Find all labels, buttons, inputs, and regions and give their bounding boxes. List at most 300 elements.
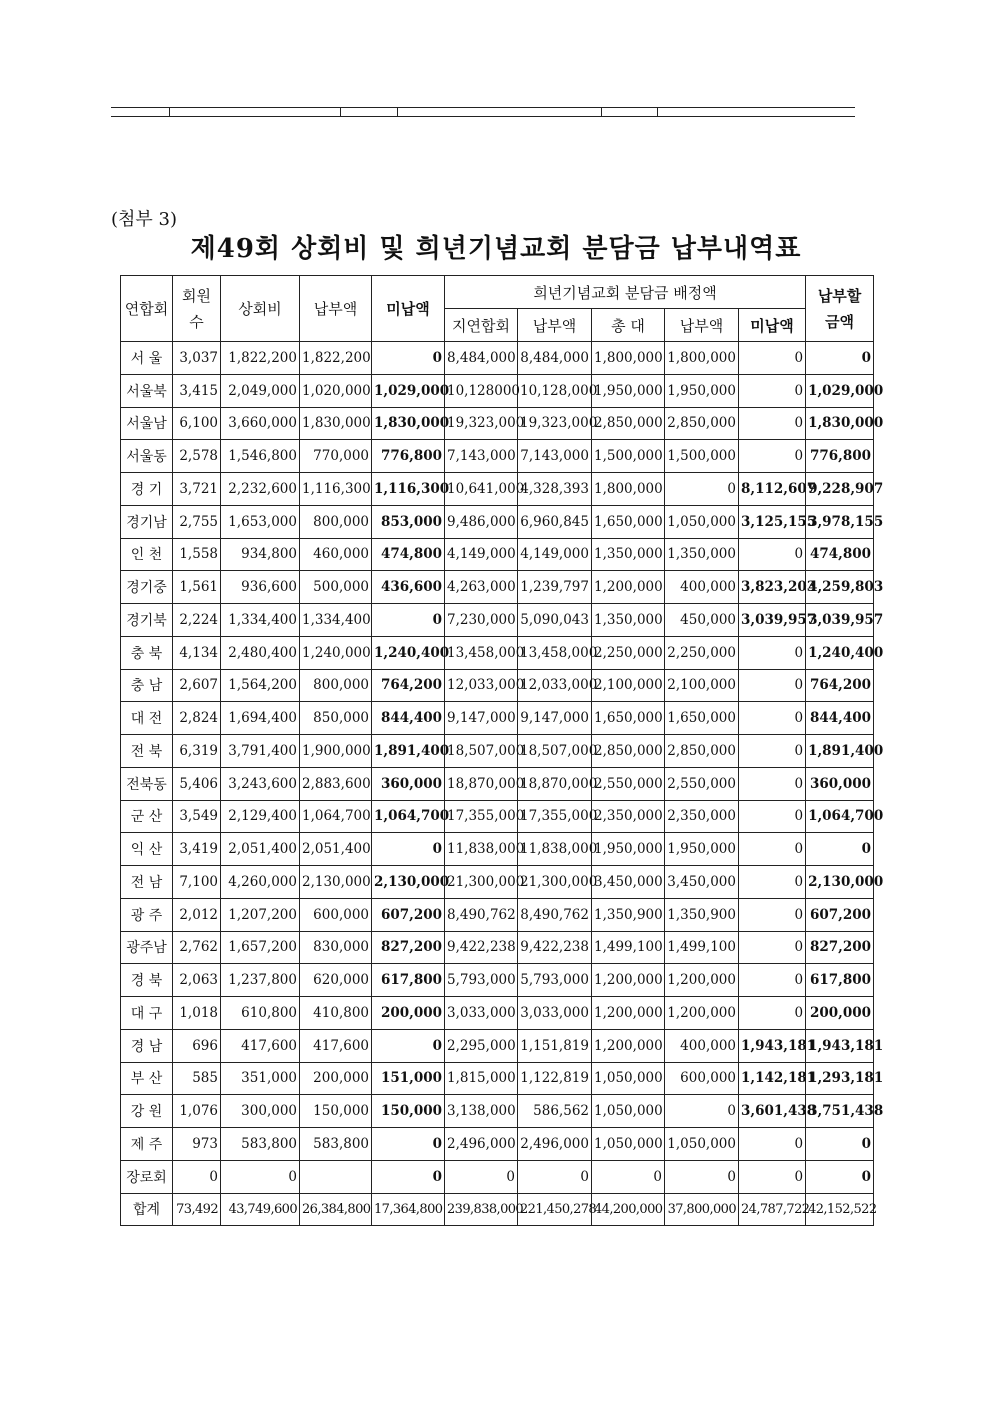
cell-total-due: 3,039,957 [806, 604, 874, 637]
cell-union-name: 충 북 [121, 636, 173, 669]
cell-regional-paid: 19,323,000 [518, 407, 592, 440]
cell-members: 585 [173, 1062, 221, 1095]
cell-regional: 2,496,000 [445, 1128, 518, 1161]
cell-union-name: 경기중 [121, 571, 173, 604]
ledger-body [121, 342, 884, 1226]
cell-general-paid: 2,250,000 [665, 636, 739, 669]
cell-general-paid: 0 [665, 473, 739, 506]
cell-regional: 0 [445, 1160, 518, 1193]
cell-dues: 1,822,200 [221, 342, 300, 375]
cell-union-name: 제 주 [121, 1128, 173, 1161]
table-row [121, 702, 874, 735]
cell-regional-paid: 9,422,238 [518, 931, 592, 964]
cell-general-paid: 1,650,000 [665, 702, 739, 735]
cell-general-paid: 600,000 [665, 1062, 739, 1095]
cell-regional-paid: 9,147,000 [518, 702, 592, 735]
cell-general: 2,550,000 [592, 767, 665, 800]
cell-dues: 934,800 [221, 538, 300, 571]
cell-regional-paid: 21,300,000 [518, 866, 592, 899]
cell-dues-paid: 460,000 [300, 538, 372, 571]
cell-regional: 10,128000 [445, 374, 518, 407]
table-row [121, 1062, 874, 1095]
cell-dues-paid: 1,240,000 [300, 636, 372, 669]
cell-dues-paid: 410,800 [300, 997, 372, 1030]
cell-union-name: 경 북 [121, 964, 173, 997]
cell-dues: 1,237,800 [221, 964, 300, 997]
cell-general-paid: 1,800,000 [665, 342, 739, 375]
cell-union-name: 경기북 [121, 604, 173, 637]
table-row [121, 735, 874, 768]
cell-jubilee-unpaid: 0 [739, 997, 806, 1030]
cell-union-name: 광주남 [121, 931, 173, 964]
payment-ledger-table [120, 275, 884, 1226]
cell-dues: 2,051,400 [221, 833, 300, 866]
cell-dues: 417,600 [221, 1029, 300, 1062]
table-row [121, 833, 874, 866]
cell-general: 3,450,000 [592, 866, 665, 899]
cell-union-name: 경 기 [121, 473, 173, 506]
cell-dues-paid: 26,384,800 [300, 1193, 372, 1226]
cell-union-name: 광 주 [121, 898, 173, 931]
cell-regional: 18,870,000 [445, 767, 518, 800]
cell-dues-unpaid: 1,029,000 [372, 374, 445, 407]
cell-dues-paid: 2,051,400 [300, 833, 372, 866]
cell-regional-paid: 221,450,278 [518, 1193, 592, 1226]
cell-general: 2,250,000 [592, 636, 665, 669]
cell-members: 3,037 [173, 342, 221, 375]
cell-dues: 1,546,800 [221, 440, 300, 473]
cell-regional: 19,323,000 [445, 407, 518, 440]
cell-regional: 3,138,000 [445, 1095, 518, 1128]
cell-general: 1,050,000 [592, 1095, 665, 1128]
cell-members: 3,419 [173, 833, 221, 866]
cell-dues: 1,694,400 [221, 702, 300, 735]
cell-general: 1,350,900 [592, 898, 665, 931]
table-row [121, 669, 874, 702]
cell-dues-unpaid: 474,800 [372, 538, 445, 571]
cell-regional-paid: 0 [518, 1160, 592, 1193]
cell-dues: 3,791,400 [221, 735, 300, 768]
cell-general-paid: 1,350,000 [665, 538, 739, 571]
cell-dues: 1,564,200 [221, 669, 300, 702]
cell-regional-paid: 17,355,000 [518, 800, 592, 833]
cell-members: 2,762 [173, 931, 221, 964]
cell-general: 1,950,000 [592, 833, 665, 866]
cell-general-paid: 2,100,000 [665, 669, 739, 702]
cell-union-name: 서울남 [121, 407, 173, 440]
table-row [121, 1128, 874, 1161]
cell-general: 1,800,000 [592, 473, 665, 506]
cell-members: 3,721 [173, 473, 221, 506]
cell-jubilee-unpaid: 0 [739, 833, 806, 866]
cell-union-name: 대 구 [121, 997, 173, 1030]
cell-dues: 2,129,400 [221, 800, 300, 833]
cell-dues-unpaid: 1,891,400 [372, 735, 445, 768]
cell-general: 1,200,000 [592, 997, 665, 1030]
cell-regional: 7,230,000 [445, 604, 518, 637]
header-members: 회원수 [173, 276, 221, 342]
cell-union-name: 강 원 [121, 1095, 173, 1128]
cell-members: 3,549 [173, 800, 221, 833]
table-row [121, 473, 874, 506]
cell-dues-unpaid: 0 [372, 1160, 445, 1193]
cell-regional-paid: 586,562 [518, 1095, 592, 1128]
cell-general: 1,499,100 [592, 931, 665, 964]
cell-regional-paid: 10,128,000 [518, 374, 592, 407]
cell-general: 1,050,000 [592, 1128, 665, 1161]
cell-general-paid: 3,450,000 [665, 866, 739, 899]
cell-dues-unpaid: 17,364,800 [372, 1193, 445, 1226]
cell-dues-paid: 1,334,400 [300, 604, 372, 637]
cell-jubilee-unpaid: 0 [739, 800, 806, 833]
cell-regional-paid: 6,960,845 [518, 505, 592, 538]
cell-dues-paid: 150,000 [300, 1095, 372, 1128]
cell-regional: 1,815,000 [445, 1062, 518, 1095]
cell-dues-unpaid: 0 [372, 833, 445, 866]
cell-members: 5,406 [173, 767, 221, 800]
cell-dues-paid: 583,800 [300, 1128, 372, 1161]
table-row [121, 964, 874, 997]
cell-union-name: 충 남 [121, 669, 173, 702]
previous-table-fragment [111, 107, 855, 117]
total-row [121, 1193, 874, 1226]
cell-regional-paid: 18,870,000 [518, 767, 592, 800]
cell-total-due: 1,240,400 [806, 636, 874, 669]
header-regional: 지연합회 [445, 309, 518, 342]
cell-jubilee-unpaid: 3,823,203 [739, 571, 806, 604]
cell-jubilee-unpaid: 0 [739, 702, 806, 735]
cell-general: 1,350,000 [592, 538, 665, 571]
cell-total-due: 4,259,803 [806, 571, 874, 604]
cell-regional: 11,838,000 [445, 833, 518, 866]
cell-regional-paid: 4,328,393 [518, 473, 592, 506]
cell-total-due: 776,800 [806, 440, 874, 473]
cell-union-name: 군 산 [121, 800, 173, 833]
cell-dues-unpaid: 853,000 [372, 505, 445, 538]
cell-general-paid: 1,950,000 [665, 833, 739, 866]
cell-general: 1,350,000 [592, 604, 665, 637]
cell-union-name: 합계 [121, 1193, 173, 1226]
cell-members: 2,755 [173, 505, 221, 538]
header-general-paid: 납부액 [665, 309, 739, 342]
cell-regional: 4,149,000 [445, 538, 518, 571]
cell-dues-paid: 800,000 [300, 505, 372, 538]
cell-total-due: 1,293,181 [806, 1062, 874, 1095]
cell-general-paid: 400,000 [665, 571, 739, 604]
cell-jubilee-unpaid: 8,112,607 [739, 473, 806, 506]
cell-total-due: 764,200 [806, 669, 874, 702]
header-dues-unpaid: 미납액 [372, 276, 445, 342]
cell-regional-paid: 18,507,000 [518, 735, 592, 768]
cell-union-name: 경기남 [121, 505, 173, 538]
cell-dues-unpaid: 776,800 [372, 440, 445, 473]
cell-members: 1,558 [173, 538, 221, 571]
cell-jubilee-unpaid: 0 [739, 931, 806, 964]
header-jubilee-group: 희년기념교회 분담금 배정액 [445, 276, 806, 309]
cell-dues: 1,207,200 [221, 898, 300, 931]
cell-regional: 3,033,000 [445, 997, 518, 1030]
cell-dues-paid: 417,600 [300, 1029, 372, 1062]
cell-total-due: 0 [806, 1128, 874, 1161]
table-row [121, 538, 874, 571]
cell-dues: 4,260,000 [221, 866, 300, 899]
cell-regional: 8,484,000 [445, 342, 518, 375]
cell-union-name: 전 남 [121, 866, 173, 899]
cell-dues-paid: 1,822,200 [300, 342, 372, 375]
cell-general-paid: 1,350,900 [665, 898, 739, 931]
cell-dues-paid: 2,130,000 [300, 866, 372, 899]
cell-jubilee-unpaid: 0 [739, 407, 806, 440]
cell-union-name: 경 남 [121, 1029, 173, 1062]
cell-general: 1,650,000 [592, 702, 665, 735]
cell-general: 1,200,000 [592, 1029, 665, 1062]
cell-dues-paid: 1,116,300 [300, 473, 372, 506]
cell-dues-unpaid: 1,240,400 [372, 636, 445, 669]
cell-total-due: 0 [806, 833, 874, 866]
cell-regional: 21,300,000 [445, 866, 518, 899]
cell-dues-unpaid: 0 [372, 604, 445, 637]
cell-jubilee-unpaid: 24,787,722 [739, 1193, 806, 1226]
cell-total-due: 1,830,000 [806, 407, 874, 440]
cell-union-name: 서 울 [121, 342, 173, 375]
cell-union-name: 익 산 [121, 833, 173, 866]
cell-general: 2,350,000 [592, 800, 665, 833]
cell-dues: 1,334,400 [221, 604, 300, 637]
cell-dues-paid: 620,000 [300, 964, 372, 997]
cell-dues: 2,049,000 [221, 374, 300, 407]
cell-general: 1,500,000 [592, 440, 665, 473]
cell-dues: 3,243,600 [221, 767, 300, 800]
cell-total-due: 42,152,522 [806, 1193, 874, 1226]
cell-general-paid: 1,050,000 [665, 1128, 739, 1161]
cell-total-due: 360,000 [806, 767, 874, 800]
cell-regional: 17,355,000 [445, 800, 518, 833]
cell-members: 2,578 [173, 440, 221, 473]
cell-total-due: 2,130,000 [806, 866, 874, 899]
table-row [121, 571, 874, 604]
cell-dues-unpaid: 0 [372, 1029, 445, 1062]
cell-dues-paid: 830,000 [300, 931, 372, 964]
cell-union-name: 장로회 [121, 1160, 173, 1193]
cell-members: 2,063 [173, 964, 221, 997]
cell-dues-paid: 800,000 [300, 669, 372, 702]
cell-general: 1,200,000 [592, 964, 665, 997]
cell-regional-paid: 8,484,000 [518, 342, 592, 375]
header-jubilee-unpaid: 미납액 [739, 309, 806, 342]
cell-dues-unpaid: 1,064,700 [372, 800, 445, 833]
cell-regional-paid: 13,458,000 [518, 636, 592, 669]
cell-total-due: 1,891,400 [806, 735, 874, 768]
cell-general: 2,100,000 [592, 669, 665, 702]
cell-total-due: 617,800 [806, 964, 874, 997]
table-row [121, 636, 874, 669]
cell-members: 0 [173, 1160, 221, 1193]
cell-jubilee-unpaid: 0 [739, 636, 806, 669]
cell-dues: 2,232,600 [221, 473, 300, 506]
cell-union-name: 전 북 [121, 735, 173, 768]
cell-union-name: 부 산 [121, 1062, 173, 1095]
cell-general-paid: 1,050,000 [665, 505, 739, 538]
cell-regional-paid: 5,090,043 [518, 604, 592, 637]
cell-general-paid: 0 [665, 1095, 739, 1128]
cell-jubilee-unpaid: 0 [739, 1160, 806, 1193]
cell-jubilee-unpaid: 3,125,155 [739, 505, 806, 538]
cell-regional: 9,147,000 [445, 702, 518, 735]
cell-dues-unpaid: 0 [372, 1128, 445, 1161]
cell-dues-unpaid: 2,130,000 [372, 866, 445, 899]
cell-general-paid: 37,800,000 [665, 1193, 739, 1226]
cell-dues: 936,600 [221, 571, 300, 604]
cell-regional-paid: 1,239,797 [518, 571, 592, 604]
header-union: 연합회 [121, 276, 173, 342]
cell-general-paid: 1,950,000 [665, 374, 739, 407]
cell-jubilee-unpaid: 1,943,181 [739, 1029, 806, 1062]
cell-regional-paid: 1,151,819 [518, 1029, 592, 1062]
cell-dues-unpaid: 200,000 [372, 997, 445, 1030]
cell-members: 696 [173, 1029, 221, 1062]
cell-members: 2,824 [173, 702, 221, 735]
cell-members: 1,076 [173, 1095, 221, 1128]
cell-dues-unpaid: 0 [372, 342, 445, 375]
cell-total-due: 9,228,907 [806, 473, 874, 506]
cell-general-paid: 0 [665, 1160, 739, 1193]
cell-general-paid: 2,850,000 [665, 407, 739, 440]
cell-regional-paid: 8,490,762 [518, 898, 592, 931]
cell-general-paid: 1,200,000 [665, 997, 739, 1030]
cell-dues-unpaid: 844,400 [372, 702, 445, 735]
cell-union-name: 대 전 [121, 702, 173, 735]
table-row [121, 866, 874, 899]
cell-regional: 4,263,000 [445, 571, 518, 604]
table-row [121, 1029, 874, 1062]
cell-union-name: 서울북 [121, 374, 173, 407]
cell-general-paid: 2,350,000 [665, 800, 739, 833]
table-row [121, 931, 874, 964]
table-row [121, 440, 874, 473]
cell-jubilee-unpaid: 3,601,438 [739, 1095, 806, 1128]
cell-dues: 1,657,200 [221, 931, 300, 964]
table-row [121, 800, 874, 833]
cell-regional-paid: 5,793,000 [518, 964, 592, 997]
cell-regional-paid: 12,033,000 [518, 669, 592, 702]
cell-members: 3,415 [173, 374, 221, 407]
cell-dues: 610,800 [221, 997, 300, 1030]
table-row [121, 1160, 874, 1193]
header-dues: 상회비 [221, 276, 300, 342]
cell-union-name: 서울동 [121, 440, 173, 473]
cell-jubilee-unpaid: 0 [739, 440, 806, 473]
cell-jubilee-unpaid: 0 [739, 898, 806, 931]
table-row [121, 997, 874, 1030]
cell-general: 0 [592, 1160, 665, 1193]
cell-dues-paid: 1,020,000 [300, 374, 372, 407]
cell-dues-unpaid: 1,116,300 [372, 473, 445, 506]
cell-dues: 583,800 [221, 1128, 300, 1161]
cell-dues-paid: 600,000 [300, 898, 372, 931]
table-row [121, 767, 874, 800]
cell-members: 2,012 [173, 898, 221, 931]
cell-regional: 7,143,000 [445, 440, 518, 473]
cell-general: 2,850,000 [592, 735, 665, 768]
cell-dues-unpaid: 617,800 [372, 964, 445, 997]
cell-total-due: 474,800 [806, 538, 874, 571]
table-row [121, 505, 874, 538]
cell-dues-paid: 850,000 [300, 702, 372, 735]
header-dues-paid: 납부액 [300, 276, 372, 342]
cell-jubilee-unpaid: 0 [739, 374, 806, 407]
cell-general-paid: 2,550,000 [665, 767, 739, 800]
cell-dues: 43,749,600 [221, 1193, 300, 1226]
cell-dues-paid: 1,064,700 [300, 800, 372, 833]
cell-regional: 12,033,000 [445, 669, 518, 702]
cell-dues: 1,653,000 [221, 505, 300, 538]
cell-general: 1,200,000 [592, 571, 665, 604]
cell-general: 2,850,000 [592, 407, 665, 440]
cell-members: 6,319 [173, 735, 221, 768]
cell-regional-paid: 11,838,000 [518, 833, 592, 866]
cell-general-paid: 2,850,000 [665, 735, 739, 768]
cell-dues-paid: 770,000 [300, 440, 372, 473]
cell-regional-paid: 1,122,819 [518, 1062, 592, 1095]
cell-dues-unpaid: 360,000 [372, 767, 445, 800]
cell-general: 1,650,000 [592, 505, 665, 538]
attachment-label: (첨부 3) [111, 209, 177, 230]
table-row [121, 342, 874, 375]
cell-dues: 300,000 [221, 1095, 300, 1128]
cell-dues: 351,000 [221, 1062, 300, 1095]
cell-members: 4,134 [173, 636, 221, 669]
cell-regional: 239,838,000 [445, 1193, 518, 1226]
cell-regional-paid: 7,143,000 [518, 440, 592, 473]
cell-regional: 5,793,000 [445, 964, 518, 997]
cell-union-name: 전북동 [121, 767, 173, 800]
cell-regional-paid: 2,496,000 [518, 1128, 592, 1161]
cell-dues-unpaid: 151,000 [372, 1062, 445, 1095]
cell-total-due: 844,400 [806, 702, 874, 735]
cell-regional-paid: 4,149,000 [518, 538, 592, 571]
cell-dues-paid: 2,883,600 [300, 767, 372, 800]
cell-regional: 13,458,000 [445, 636, 518, 669]
cell-dues-unpaid: 150,000 [372, 1095, 445, 1128]
cell-total-due: 1,943,181 [806, 1029, 874, 1062]
cell-dues-paid: 1,900,000 [300, 735, 372, 768]
table-row [121, 898, 874, 931]
cell-members: 2,224 [173, 604, 221, 637]
cell-dues-unpaid: 827,200 [372, 931, 445, 964]
cell-members: 7,100 [173, 866, 221, 899]
cell-jubilee-unpaid: 0 [739, 342, 806, 375]
cell-general-paid: 1,500,000 [665, 440, 739, 473]
cell-regional: 10,641,000 [445, 473, 518, 506]
cell-jubilee-unpaid: 0 [739, 1128, 806, 1161]
cell-total-due: 3,751,438 [806, 1095, 874, 1128]
cell-regional: 9,422,238 [445, 931, 518, 964]
cell-members: 973 [173, 1128, 221, 1161]
cell-dues-paid [300, 1160, 372, 1193]
cell-dues-unpaid: 607,200 [372, 898, 445, 931]
cell-members: 6,100 [173, 407, 221, 440]
cell-dues-unpaid: 764,200 [372, 669, 445, 702]
cell-total-due: 3,978,155 [806, 505, 874, 538]
header-total-due: 납부할 금액 [806, 276, 874, 342]
cell-jubilee-unpaid: 0 [739, 964, 806, 997]
cell-members: 2,607 [173, 669, 221, 702]
table-row [121, 374, 874, 407]
cell-members: 1,561 [173, 571, 221, 604]
cell-jubilee-unpaid: 0 [739, 866, 806, 899]
cell-regional: 18,507,000 [445, 735, 518, 768]
cell-jubilee-unpaid: 1,142,181 [739, 1062, 806, 1095]
